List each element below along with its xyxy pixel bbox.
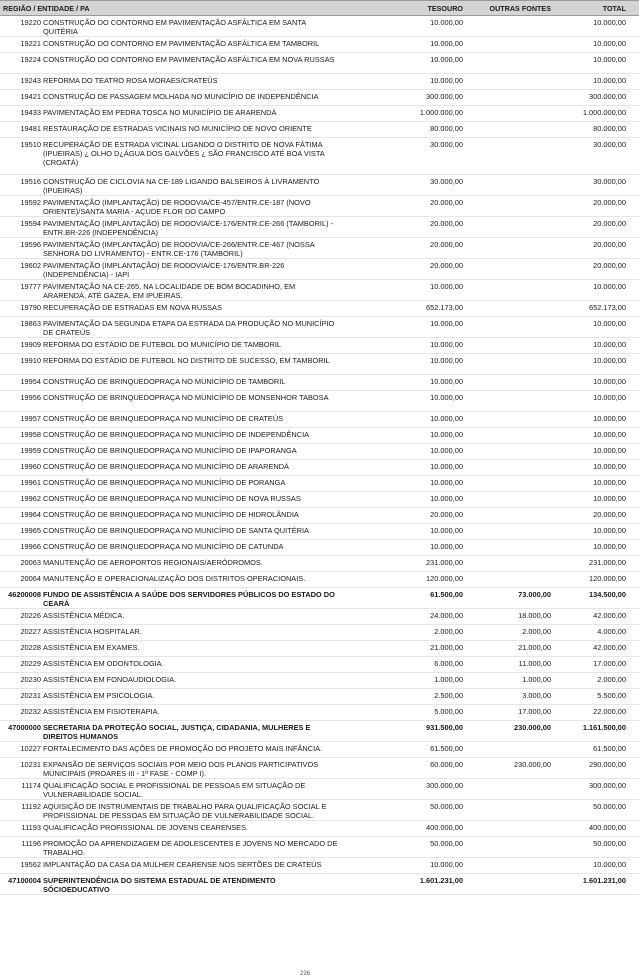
row-code: 19909: [20, 340, 41, 349]
row-code: 19962: [20, 494, 41, 503]
row-tesouro: 931.500,00: [426, 723, 463, 732]
row-total: 61.500,00: [593, 744, 626, 753]
row-code: 20063: [20, 558, 41, 567]
row-code: 20229: [20, 659, 41, 668]
row-code: 19243: [20, 76, 41, 85]
row-code: 20231: [20, 691, 41, 700]
row-description: PAVIMENTAÇÃO (IMPLANTAÇÃO) DE RODOVIA/CE-457/ENTR.CE-187 (NOVO ORIENTE)/SANTA MARIA - AÇUDE FLOR DO CAMPO: [43, 198, 311, 217]
table-row: [0, 317, 639, 338]
row-code: 19961: [20, 478, 41, 487]
row-tesouro: 652.173,00: [426, 303, 463, 312]
row-description: ASSISTÊNCIA EM ODONTOLOGIA.: [43, 659, 164, 668]
table-row: [0, 106, 639, 122]
row-description: QUALIFICAÇÃO SOCIAL E PROFISSIONAL DE PESSOAS EM SITUAÇÃO DE VULNERABILIDADE SOCIAL.: [43, 781, 306, 800]
row-total: 10.000,00: [593, 462, 626, 471]
table-row: [0, 53, 639, 74]
table-row: [0, 821, 639, 837]
row-tesouro: 61.500,00: [430, 590, 463, 599]
row-total: 10.000,00: [593, 340, 626, 349]
table-row: [0, 540, 639, 556]
row-code: 19592: [20, 198, 41, 207]
table-row: [0, 689, 639, 705]
row-code: 19910: [20, 356, 41, 365]
row-description: REFORMA DO ESTÁDIO DE FUTEBOL DO MUNICÍPIO DE TAMBORIL: [43, 340, 282, 349]
row-description: MANUTENÇÃO E OPERACIONALIZAÇÃO DOS DISTRITOS OPERACIONAIS.: [43, 574, 306, 583]
row-description: RECUPERAÇÃO DE ESTRADAS EM NOVA RUSSAS: [43, 303, 222, 312]
row-outras-fontes: 21.000,00: [518, 643, 551, 652]
row-tesouro: 300.000,00: [426, 781, 463, 790]
row-description: CONSTRUÇÃO DO CONTORNO EM PAVIMENTAÇÃO ASFÁLTICA EM TAMBORIL: [43, 39, 320, 48]
table-row: [0, 524, 639, 540]
row-total: 42.000,00: [593, 611, 626, 620]
row-total: 50.000,00: [593, 839, 626, 848]
table-row: [0, 338, 639, 354]
row-tesouro: 1.601.231,00: [419, 876, 463, 885]
row-code: 19602: [20, 261, 41, 270]
table-row: [0, 556, 639, 572]
row-description: PAVIMENTAÇÃO EM PEDRA TOSCA NO MUNICÍPIO DE ARARENDÁ: [43, 108, 277, 117]
table-row: [0, 412, 639, 428]
row-description: EXPANSÃO DE SERVIÇOS SOCIAIS POR MEIO DOS PLANOS PARTICIPATIVOS MUNICIPAIS (PROARES III - 1ª FASE - COMP I).: [43, 760, 319, 779]
row-total: 30.000,00: [593, 140, 626, 149]
row-description: CONSTRUÇÃO DE BRINQUEDOPRAÇA NO MUNICÍPIO DE SANTA QUITÉRIA: [43, 526, 309, 535]
row-code: 19960: [20, 462, 41, 471]
row-total: 10.000,00: [593, 430, 626, 439]
row-code: 19956: [20, 393, 41, 402]
row-total: 20.000,00: [593, 198, 626, 207]
row-total: 30.000,00: [593, 177, 626, 186]
row-tesouro: 10.000,00: [430, 39, 463, 48]
row-tesouro: 10.000,00: [430, 393, 463, 402]
col-header-outras-fontes: OUTRAS FONTES: [489, 4, 551, 13]
row-description: CONSTRUÇÃO DE BRINQUEDOPRAÇA NO MUNICÍPIO DE PORANGA: [43, 478, 286, 487]
row-total: 10.000,00: [593, 860, 626, 869]
row-tesouro: 24.000,00: [430, 611, 463, 620]
row-code: 20232: [20, 707, 41, 716]
row-tesouro: 10.000,00: [430, 542, 463, 551]
table-row: [0, 492, 639, 508]
row-code: 19777: [20, 282, 41, 291]
row-code: 20227: [20, 627, 41, 636]
row-description: ASSISTÊNCIA EM PSICOLOGIA.: [43, 691, 155, 700]
row-tesouro: 50.000,00: [430, 802, 463, 811]
row-total: 1.161.500,00: [582, 723, 626, 732]
row-tesouro: 20.000,00: [430, 261, 463, 270]
row-tesouro: 21.000,00: [430, 643, 463, 652]
row-code: 19863: [20, 319, 41, 328]
row-description: ASSISTÊNCIA EM FISIOTERAPIA.: [43, 707, 160, 716]
row-tesouro: 10.000,00: [430, 478, 463, 487]
table-row: [0, 609, 639, 625]
row-total: 4.000,00: [597, 627, 626, 636]
row-outras-fontes: 73.000,00: [518, 590, 551, 599]
row-code: 19596: [20, 240, 41, 249]
row-tesouro: 50.000,00: [430, 839, 463, 848]
row-outras-fontes: 230.000,00: [514, 723, 551, 732]
row-total: 10.000,00: [593, 478, 626, 487]
table-row: [0, 837, 639, 858]
row-description: REFORMA DO ESTÁDIO DE FUTEBOL NO DISTRITO DE SUCESSO, EM TAMBORIL: [43, 356, 330, 365]
row-tesouro: 60.000,00: [430, 760, 463, 769]
table-header: [0, 0, 639, 16]
row-description: FUNDO DE ASSISTÊNCIA A SAÚDE DOS SERVIDORES PÚBLICOS DO ESTADO DO CEARÁ: [43, 590, 335, 609]
row-code: 19966: [20, 542, 41, 551]
table-row: [0, 721, 639, 742]
row-total: 10.000,00: [593, 18, 626, 27]
row-description: CONSTRUÇÃO DO CONTORNO EM PAVIMENTAÇÃO ASFÁLTICA EM NOVA RUSSAS: [43, 55, 335, 64]
row-total: 10.000,00: [593, 39, 626, 48]
table-row: [0, 508, 639, 524]
row-total: 42.000,00: [593, 643, 626, 652]
row-description: ASSISTÊNCIA EM FONOAUDIOLOGIA.: [43, 675, 177, 684]
table-row: [0, 444, 639, 460]
row-code: 11174: [21, 781, 41, 790]
table-row: [0, 238, 639, 259]
row-code: 19433: [20, 108, 41, 117]
row-tesouro: 10.000,00: [430, 76, 463, 85]
row-total: 10.000,00: [593, 377, 626, 386]
row-description: CONSTRUÇÃO DE PASSAGEM MOLHADA NO MUNICÍPIO DE INDEPENDÊNCIA: [43, 92, 319, 101]
row-outras-fontes: 18.000,00: [518, 611, 551, 620]
row-description: REFORMA DO TEATRO ROSA MORAES/CRATEÚS: [43, 76, 218, 85]
row-description: FORTALECIMENTO DAS AÇÕES DE PROMOÇÃO DO PROJETO MAIS INFÂNCIA.: [43, 744, 323, 753]
row-total: 300.000,00: [589, 781, 626, 790]
row-code: 19790: [20, 303, 41, 312]
table-row: [0, 625, 639, 641]
row-tesouro: 61.500,00: [430, 744, 463, 753]
table-row: [0, 74, 639, 90]
row-code: 19957: [20, 414, 41, 423]
row-tesouro: 10.000,00: [430, 18, 463, 27]
row-description: MANUTENÇÃO DE AEROPORTOS REGIONAIS/AERÓDROMOS.: [43, 558, 263, 567]
row-description: PAVIMENTAÇÃO DA SEGUNDA ETAPA DA ESTRADA DA PRODUÇÃO NO MUNICÍPIO DE CRATEÚS: [43, 319, 335, 338]
row-tesouro: 10.000,00: [430, 356, 463, 365]
row-code: 10227: [20, 744, 41, 753]
row-tesouro: 30.000,00: [430, 177, 463, 186]
row-description: PAVIMENTAÇÃO NA CE-265, NA LOCALIDADE DE BOM BOCADINHO, EM ARARENDÁ, ATÉ GAZEA, EM IPUEIRAS.: [43, 282, 296, 301]
row-total: 10.000,00: [593, 393, 626, 402]
row-description: IMPLANTAÇÃO DA CASA DA MULHER CEARENSE NOS SERTÕES DE CRATEÚS: [43, 860, 322, 869]
row-description: PAVIMENTAÇÃO (IMPLANTAÇÃO) DE RODOVIA/CE-176/ENTR.CE-266 (TAMBORIL) - ENTR.BR-226 (INDEPENDÊNCIA): [43, 219, 334, 238]
row-description: RESTAURAÇÃO DE ESTRADAS VICINAIS NO MUNICÍPIO DE NOVO ORIENTE: [43, 124, 312, 133]
row-tesouro: 10.000,00: [430, 55, 463, 64]
row-tesouro: 2.500,00: [434, 691, 463, 700]
row-total: 10.000,00: [593, 356, 626, 365]
row-total: 231.000,00: [589, 558, 626, 567]
page-number: 226: [300, 971, 311, 977]
row-tesouro: 30.000,00: [430, 140, 463, 149]
row-description: CONSTRUÇÃO DE BRINQUEDOPRAÇA NO MUNICÍPIO DE TAMBORIL: [43, 377, 286, 386]
row-total: 20.000,00: [593, 261, 626, 270]
row-tesouro: 231.000,00: [426, 558, 463, 567]
row-total: 120.000,00: [589, 574, 626, 583]
table-row: [0, 138, 639, 175]
table-row: [0, 779, 639, 800]
table-row: [0, 259, 639, 280]
row-description: CONSTRUÇÃO DE BRINQUEDOPRAÇA NO MUNICÍPIO DE IPAPORANGA: [43, 446, 297, 455]
row-total: 50.000,00: [593, 802, 626, 811]
row-code: 20230: [20, 675, 41, 684]
row-code: 19516: [20, 177, 41, 186]
table-row: [0, 391, 639, 412]
table-row: [0, 705, 639, 721]
row-description: CONSTRUÇÃO DE BRINQUEDOPRAÇA NO MUNICÍPIO DE INDEPENDÊNCIA: [43, 430, 310, 439]
table-row: [0, 175, 639, 196]
row-code: 47100004: [8, 876, 41, 885]
row-description: ASSISTÊNCIA EM EXAMES.: [43, 643, 140, 652]
row-description: CONSTRUÇÃO DE BRINQUEDOPRAÇA NO MUNICÍPIO DE HIDROLÂNDIA: [43, 510, 299, 519]
row-code: 20228: [20, 643, 41, 652]
row-total: 10.000,00: [593, 282, 626, 291]
table-row: [0, 196, 639, 217]
row-total: 1.000.000,00: [582, 108, 626, 117]
row-tesouro: 20.000,00: [430, 240, 463, 249]
row-description: PAVIMENTAÇÃO (IMPLANTAÇÃO) DE RODOVIA/CE-176/ENTR.BR-226 (INDEPENDÊNCIA) - IAPI: [43, 261, 285, 280]
row-total: 134.500,00: [589, 590, 626, 599]
row-code: 19481: [20, 124, 41, 133]
row-code: 19958: [20, 430, 41, 439]
col-header-regiao: REGIÃO / ENTIDADE / PA: [3, 4, 90, 13]
table-row: [0, 874, 639, 895]
table-row: [0, 800, 639, 821]
row-code: 19510: [20, 140, 41, 149]
row-tesouro: 10.000,00: [430, 494, 463, 503]
row-tesouro: 20.000,00: [430, 510, 463, 519]
row-tesouro: 10.000,00: [430, 282, 463, 291]
row-description: ASSISTÊNCIA MÉDICA.: [43, 611, 125, 620]
row-outras-fontes: 3.000,00: [522, 691, 551, 700]
row-description: CONSTRUÇÃO DE BRINQUEDOPRAÇA NO MUNICÍPIO DE ARARENDÁ: [43, 462, 289, 471]
row-tesouro: 80.000,00: [430, 124, 463, 133]
row-tesouro: 20.000,00: [430, 198, 463, 207]
row-total: 10.000,00: [593, 526, 626, 535]
row-code: 19220: [20, 18, 41, 27]
row-code: 47000000: [8, 723, 41, 732]
row-total: 2.000,00: [597, 675, 626, 684]
row-total: 290.000,00: [589, 760, 626, 769]
row-description: PAVIMENTAÇÃO (IMPLANTAÇÃO) DE RODOVIA/CE-266/ENTR.CE-467 (NOSSA SENHORA DO LIVRAMENTO) - ENTR.CE-176 (TAMBORIL): [43, 240, 315, 259]
row-code: 19594: [20, 219, 41, 228]
table-row: [0, 428, 639, 444]
row-total: 10.000,00: [593, 414, 626, 423]
table-body: [0, 16, 639, 895]
row-total: 20.000,00: [593, 219, 626, 228]
row-total: 17.000,00: [593, 659, 626, 668]
row-total: 5.500,00: [597, 691, 626, 700]
row-total: 10.000,00: [593, 446, 626, 455]
row-tesouro: 1.000,00: [434, 675, 463, 684]
table-row: [0, 16, 639, 37]
table-row: [0, 673, 639, 689]
row-total: 20.000,00: [593, 240, 626, 249]
row-code: 19959: [20, 446, 41, 455]
row-tesouro: 300.000,00: [426, 92, 463, 101]
table-row: [0, 90, 639, 106]
row-description: ASSISTÊNCIA HOSPITALAR.: [43, 627, 142, 636]
row-tesouro: 10.000,00: [430, 430, 463, 439]
row-description: CONSTRUÇÃO DE BRINQUEDOPRAÇA NO MUNICÍPIO DE CATUNDA: [43, 542, 284, 551]
table-row: [0, 280, 639, 301]
row-code: 19421: [20, 92, 41, 101]
row-total: 10.000,00: [593, 319, 626, 328]
table-row: [0, 217, 639, 238]
table-row: [0, 758, 639, 779]
row-description: CONSTRUÇÃO DO CONTORNO EM PAVIMENTAÇÃO ASFÁLTICA EM SANTA QUITÉRIA: [43, 18, 306, 37]
row-tesouro: 10.000,00: [430, 377, 463, 386]
row-total: 400.000,00: [589, 823, 626, 832]
table-row: [0, 460, 639, 476]
table-row: [0, 301, 639, 317]
row-tesouro: 10.000,00: [430, 446, 463, 455]
table-row: [0, 858, 639, 874]
row-outras-fontes: 11.000,00: [518, 659, 551, 668]
row-tesouro: 10.000,00: [430, 526, 463, 535]
table-row: [0, 742, 639, 758]
row-description: CONSTRUÇÃO DE BRINQUEDOPRAÇA NO MUNICÍPIO DE MONSENHOR TABOSA: [43, 393, 329, 402]
row-description: CONSTRUÇÃO DE CICLOVIA NA CE-189 LIGANDO BALSEIROS À LIVRAMENTO (IPUEIRAS): [43, 177, 320, 196]
col-header-total: TOTAL: [602, 4, 626, 13]
table-row: [0, 122, 639, 138]
row-tesouro: 10.000,00: [430, 860, 463, 869]
row-description: AQUISIÇÃO DE INSTRUMENTAIS DE TRABALHO PARA QUALIFICAÇÃO SOCIAL E PROFISSIONAL DE PESSOAS EM SITUAÇÃO DE VULNERABILIDADE SOCIAL.: [43, 802, 327, 821]
row-code: 19965: [20, 526, 41, 535]
row-outras-fontes: 1.000,00: [522, 675, 551, 684]
row-code: 11193: [21, 823, 41, 832]
row-tesouro: 10.000,00: [430, 319, 463, 328]
row-description: CONSTRUÇÃO DE BRINQUEDOPRAÇA NO MUNICÍPIO DE CRATEÚS: [43, 414, 284, 423]
row-tesouro: 400.000,00: [426, 823, 463, 832]
row-total: 10.000,00: [593, 55, 626, 64]
row-description: RECUPERAÇÃO DE ESTRADA VICINAL LIGANDO O DISTRITO DE NOVA FÁTIMA (IPUEIRAS) ¿ OLHO D¿ÁGUA DOS GALVÕES ¿ SÃO FRANCISCO ATÉ BOA VISTA (CROATÁ): [43, 140, 325, 168]
row-code: 19964: [20, 510, 41, 519]
row-outras-fontes: 17.000,00: [518, 707, 551, 716]
table-row: [0, 37, 639, 53]
row-description: SUPERINTENDÊNCIA DO SISTEMA ESTADUAL DE ATENDIMENTO SÓCIOEDUCATIVO: [43, 876, 276, 895]
row-tesouro: 5.000,00: [434, 707, 463, 716]
row-tesouro: 1.000.000,00: [419, 108, 463, 117]
row-outras-fontes: 2.000,00: [522, 627, 551, 636]
row-description: PROMOÇÃO DA APRENDIZAGEM DE ADOLESCENTES E JOVENS NO MERCADO DE TRABALHO.: [43, 839, 338, 858]
row-total: 22.000,00: [593, 707, 626, 716]
row-total: 80.000,00: [593, 124, 626, 133]
col-header-tesouro: TESOURO: [427, 4, 463, 13]
row-code: 11192: [21, 802, 41, 811]
row-code: 20226: [20, 611, 41, 620]
row-tesouro: 20.000,00: [430, 219, 463, 228]
table-row: [0, 375, 639, 391]
row-outras-fontes: 230.000,00: [514, 760, 551, 769]
table-row: [0, 476, 639, 492]
row-code: 20064: [20, 574, 41, 583]
row-tesouro: 10.000,00: [430, 462, 463, 471]
row-description: QUALIFICAÇÃO PROFISSIONAL DE JOVENS CEARENSES.: [43, 823, 249, 832]
row-tesouro: 6.000,00: [434, 659, 463, 668]
row-total: 10.000,00: [593, 494, 626, 503]
row-tesouro: 2.000,00: [434, 627, 463, 636]
row-code: 19224: [20, 55, 41, 64]
row-total: 10.000,00: [593, 542, 626, 551]
row-total: 1.601.231,00: [582, 876, 626, 885]
table-row: [0, 588, 639, 609]
row-total: 652.173,00: [589, 303, 626, 312]
row-description: SECRETARIA DA PROTEÇÃO SOCIAL, JUSTIÇA, CIDADANIA, MULHERES E DIREITOS HUMANOS: [43, 723, 311, 742]
row-tesouro: 120.000,00: [426, 574, 463, 583]
row-code: 19562: [20, 860, 41, 869]
row-code: 46200008: [8, 590, 41, 599]
row-description: CONSTRUÇÃO DE BRINQUEDOPRAÇA NO MUNICÍPIO DE NOVA RUSSAS: [43, 494, 301, 503]
row-total: 20.000,00: [593, 510, 626, 519]
row-code: 19221: [20, 39, 41, 48]
table-row: [0, 354, 639, 375]
row-tesouro: 10.000,00: [430, 340, 463, 349]
row-code: 19954: [20, 377, 41, 386]
row-total: 10.000,00: [593, 76, 626, 85]
row-total: 300.000,00: [589, 92, 626, 101]
table-row: [0, 572, 639, 588]
table-row: [0, 641, 639, 657]
row-code: 11196: [21, 839, 41, 848]
table-row: [0, 657, 639, 673]
row-code: 10231: [20, 760, 41, 769]
row-tesouro: 10.000,00: [430, 414, 463, 423]
